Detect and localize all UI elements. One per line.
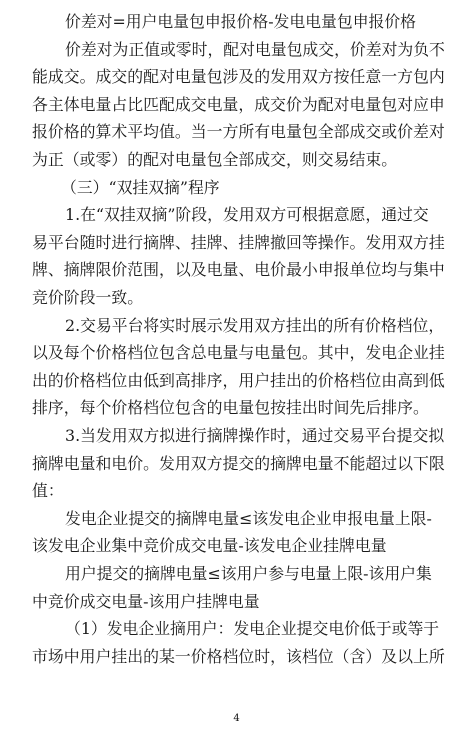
text-line-21	[0, 560, 473, 588]
text-line-1	[0, 8, 473, 36]
page-number: 4	[233, 713, 240, 724]
text-line-2-text: 价差对为正值或零时，配对电量包成交，价差对为负不	[65, 39, 445, 59]
text-line-11-text: 竞价阶段一致。	[32, 288, 144, 307]
text-line-17	[0, 450, 473, 478]
text-line-14-text: 出的价格档位由低到高排序，用户挂出的价格档位由高到低	[32, 370, 445, 390]
text-line-2	[0, 36, 473, 64]
text-line-4	[0, 91, 473, 119]
text-line-6-text: 为正（或零）的配对电量包全部成交，则交易结束。	[32, 150, 398, 169]
text-line-21-text: 用户提交的摘牌电量≤该用户参与电量上限-该用户集	[65, 564, 432, 583]
text-line-22-text: 中竞价成交电量-该用户挂牌电量	[32, 591, 260, 611]
text-line-13	[0, 339, 473, 367]
text-line-5	[0, 118, 473, 146]
text-line-23	[0, 615, 473, 643]
text-line-19	[0, 505, 473, 533]
text-line-16-text: 3.当发用双方拟进行摘牌操作时，通过交易平台提交拟	[65, 426, 445, 445]
text-line-15-text: 排序，每个价格档位包含的电量包按挂出时间先后排序。	[32, 398, 429, 418]
text-line-19-text: 发电企业提交的摘牌电量≤该发电企业申报电量上限-	[65, 508, 432, 528]
text-line-12-text: 2.交易平台将实时展示发用双方挂出的所有价格档位，	[65, 315, 445, 335]
text-line-4-text: 各主体电量占比匹配成交电量，成交价为配对电量包对应申	[32, 94, 445, 114]
text-line-17-text: 摘牌电量和电价。发用双方提交的摘牌电量不能超过以下限	[32, 453, 445, 473]
text-line-8-text: 1.在“双挂双摘”阶段，发用双方可根据意愿，通过交	[65, 205, 429, 225]
text-line-1-text: 价差对=用户电量包申报价格-发电电量包申报价格	[65, 12, 417, 31]
text-line-13-text: 以及每个价格档位包含总电量与电量包。其中，发电企业挂	[32, 343, 445, 363]
text-line-8	[0, 201, 473, 229]
text-line-18-text: 值：	[32, 481, 64, 501]
text-line-10-text: 牌、摘牌限价范围，以及电量、电价最小申报单位均与集中	[32, 260, 445, 280]
text-line-23-text: （1）发电企业摘用户：发电企业提交电价低于或等于	[65, 619, 440, 639]
text-line-15	[0, 394, 473, 422]
text-line-22	[0, 588, 473, 616]
text-line-11	[0, 284, 473, 312]
text-line-24	[0, 643, 473, 671]
text-line-9	[0, 229, 473, 257]
text-line-24-text: 市场中用户挂出的某一价格档位时，该档位（含）及以上所	[32, 646, 445, 666]
text-line-9-text: 易平台随时进行摘牌、挂牌、挂牌撤回等操作。发用双方挂	[32, 232, 445, 252]
text-line-14	[0, 367, 473, 395]
text-line-20	[0, 532, 473, 560]
text-line-5-text: 报价格的算术平均值。当一方所有电量包全部成交或价差对	[32, 122, 445, 142]
text-line-12	[0, 312, 473, 340]
text-line-3-text: 能成交。成交的配对电量包涉及的发用双方按任意一方包内	[32, 67, 445, 87]
text-line-16	[0, 422, 473, 450]
text-line-18	[0, 477, 473, 505]
text-line-6	[0, 146, 473, 174]
text-line-3	[0, 63, 473, 91]
section-heading-text: （三）“双挂双摘”程序	[61, 177, 220, 197]
section-heading	[0, 174, 473, 202]
text-line-10	[0, 256, 473, 284]
text-line-20-text: 该发电企业集中竞价成交电量-该发电企业挂牌电量	[32, 536, 387, 556]
